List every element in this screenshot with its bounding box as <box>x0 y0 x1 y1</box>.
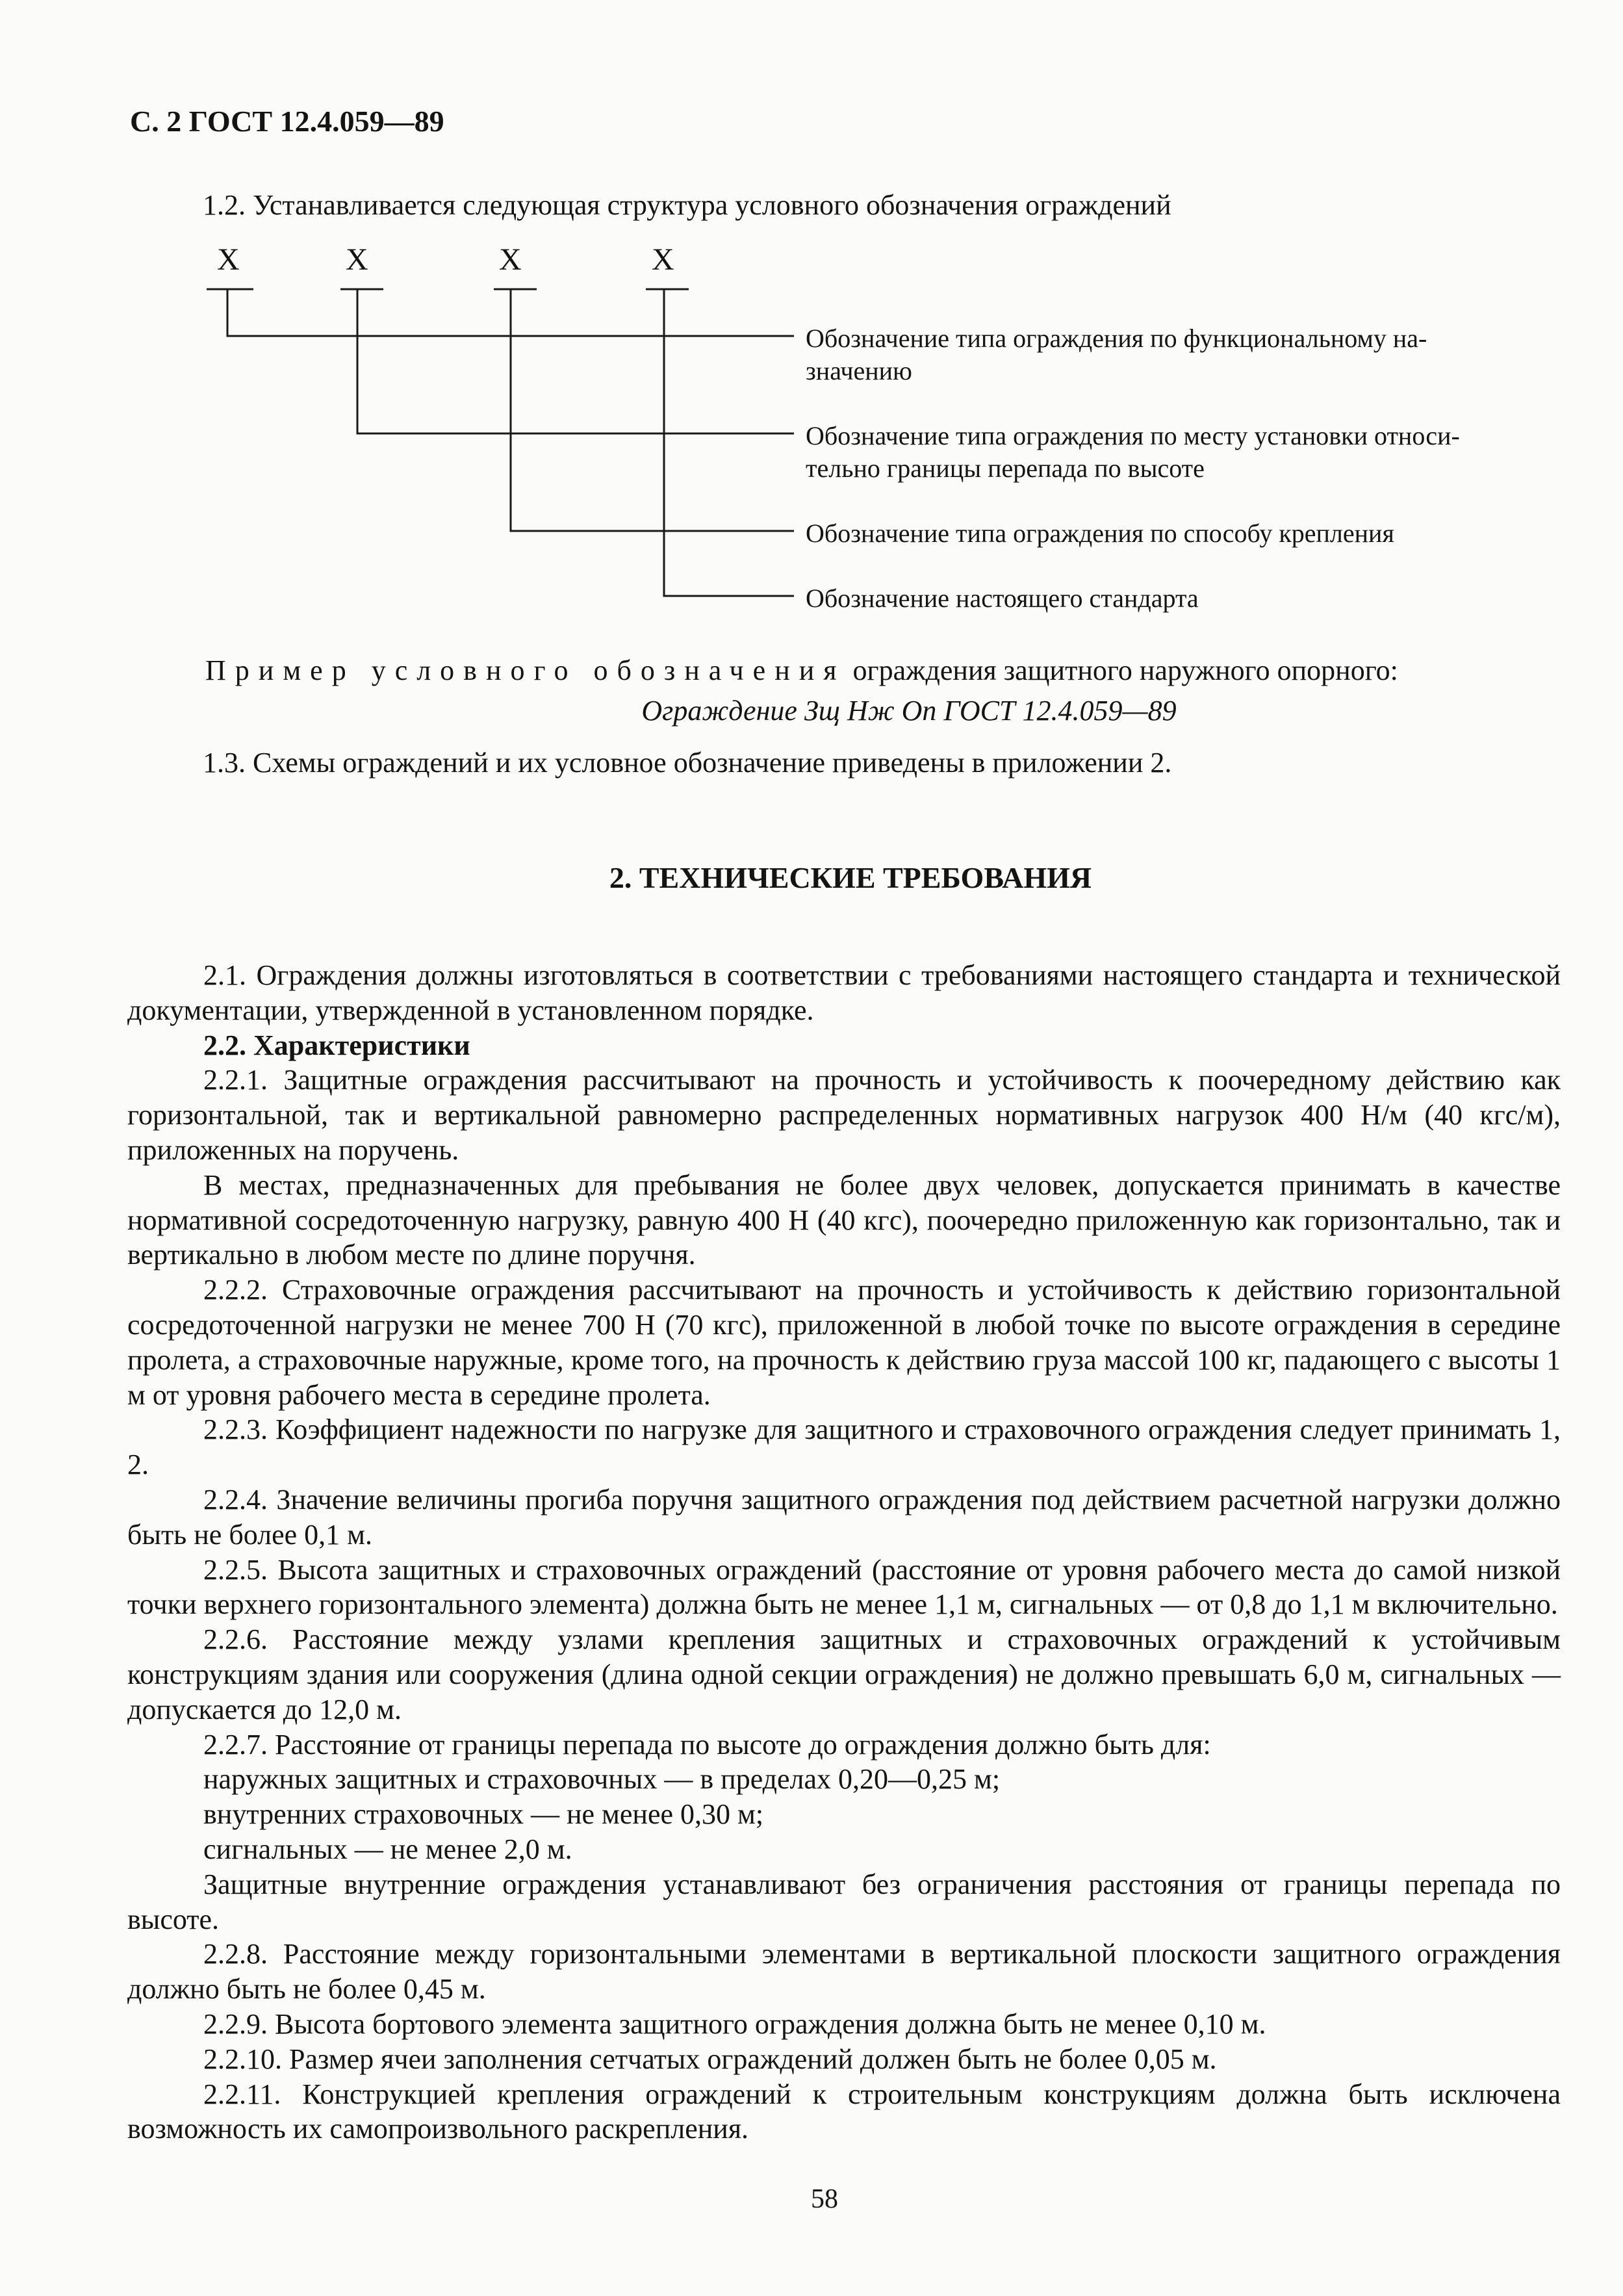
diagram-label-fastening-method: Обозначение типа ограждения по способу крепления <box>806 519 1394 548</box>
paragraph-2-2-2: 2.2.2. Страховочные ограждения рассчитывают на прочность и устойчивость к действию горизонтальной сосредоточенной нагрузки не менее 700 Н (70 кгс), приложенной в любой точке по высоте ограждения в середине пролета, а страховочные наружные, кроме того, на прочность к действию груза массой 100 кг, падающего с высоты 1 м от уровня рабочего места в середине пролета. <box>127 1274 1561 1411</box>
paragraph-2-2-1: 2.2.1. Защитные ограждения рассчитывают на прочность и устойчивость к поочередному действию как горизонтальной, так и вертикальной равномерно распределенных нормативных нагрузок 400 Н/м (40 кгс/м), приложенных на поручень. <box>127 1064 1561 1166</box>
page-number: 58 <box>811 2184 838 2214</box>
paragraph-2-1: 2.1. Ограждения должны изготовляться в соответствии с требованиями настоящего стандарта и технической документации, утвержденной в установленном порядке. <box>127 959 1561 1026</box>
paragraph-2-2-7-cont: Защитные внутренние ограждения устанавливают без ограничения расстояния от границы перепада по высоте. <box>127 1868 1561 1935</box>
paragraph-2-2-10: 2.2.10. Размер ячеи заполнения сетчатых ограждений должен быть не более 0,05 м. <box>203 2043 1217 2075</box>
list-item-signal: сигнальных — не менее 2,0 м. <box>203 1833 572 1865</box>
paragraph-1-2: 1.2. Устанавливается следующая структура условного обозначения ограждений <box>203 189 1171 221</box>
diagram-label-functional: Обозначение типа ограждения по функциональному на- значению <box>806 324 1427 385</box>
paragraph-2-2-7: 2.2.7. Расстояние от границы перепада по высоте до ограждения должно быть для: <box>203 1728 1211 1761</box>
paragraph-2-2-9: 2.2.9. Высота бортового элемента защитного ограждения должна быть не менее 0,10 м. <box>203 2007 1266 2040</box>
paragraph-2-2-3: 2.2.3. Коэффициент надежности по нагрузке для защитного и страховочного ограждения следует принимать 1, 2. <box>127 1413 1561 1481</box>
paragraph-2-2-11: 2.2.11. Конструкцией крепления ограждений к строительным конструкциям должна быть исключена возможность их самопроизвольного раскрепления. <box>127 2078 1561 2145</box>
section-body <box>127 958 1561 2147</box>
list-item-outer: наружных защитных и страховочных — в пределах 0,20—0,25 м; <box>203 1763 1001 1796</box>
paragraph-2-2-1-cont: В местах, предназначенных для пребывания не более двух человек, допускается принимать в качестве нормативной сосредоточенную нагрузку, равную 400 Н (40 кгс), поочередно приложенную как горизонтально, так и вертикально в любом месте по длине поручня. <box>127 1168 1561 1271</box>
paragraph-1-3: 1.3. Схемы ограждений и их условное обозначение приведены в приложении 2. <box>203 747 1172 779</box>
designation-structure-diagram <box>195 242 1559 630</box>
designation-mark-3: X <box>499 242 522 277</box>
paragraph-2-2-8: 2.2.8. Расстояние между горизонтальными элементами в вертикальной плоскости защитного ограждения должно быть не более 0,45 м. <box>127 1938 1561 2006</box>
subheading-2-2: 2.2. Характеристики <box>203 1029 470 1061</box>
example-rest: ограждения защитного наружного опорного: <box>852 654 1398 686</box>
section-title: 2. ТЕХНИЧЕСКИЕ ТРЕБОВАНИЯ <box>609 861 1092 894</box>
diagram-label-installation-place: Обозначение типа ограждения по месту установки относи- тельно границы перепада по высоте <box>806 421 1460 483</box>
designation-mark-1: X <box>217 242 240 277</box>
diagram-label-standard: Обозначение настоящего стандарта <box>806 584 1199 613</box>
paragraph-2-2-5: 2.2.5. Высота защитных и страховочных ограждений (расстояние от уровня рабочего места до самой низкой точки верхнего горизонтального элемента) должна быть не менее 1,1 м, сигнальных — от 0,8 до 1,1 м включительно. <box>127 1553 1561 1621</box>
designation-mark-4: X <box>652 242 674 277</box>
page-header: С. 2 ГОСТ 12.4.059—89 <box>130 105 444 138</box>
paragraph-2-2-4: 2.2.4. Значение величины прогиба поручня защитного ограждения под действием расчетной нагрузки должно быть не более 0,1 м. <box>127 1483 1561 1551</box>
designation-mark-2: X <box>346 242 368 277</box>
paragraph-2-2-6: 2.2.6. Расстояние между узлами крепления защитных и страховочных ограждений к устойчивым конструкциям здания или сооружения (длина одной секции ограждения) не должно превышать 6,0 м, сигнальных — допускается до 12,0 м. <box>127 1623 1561 1725</box>
example-designation: Ограждение Зщ Нж Оп ГОСТ 12.4.059—89 <box>641 695 1177 727</box>
example-spaced-phrase: Пример условного обозначения <box>205 654 846 686</box>
example-line <box>205 652 1398 689</box>
list-item-inner: внутренних страховочных — не менее 0,30 м; <box>203 1798 764 1831</box>
